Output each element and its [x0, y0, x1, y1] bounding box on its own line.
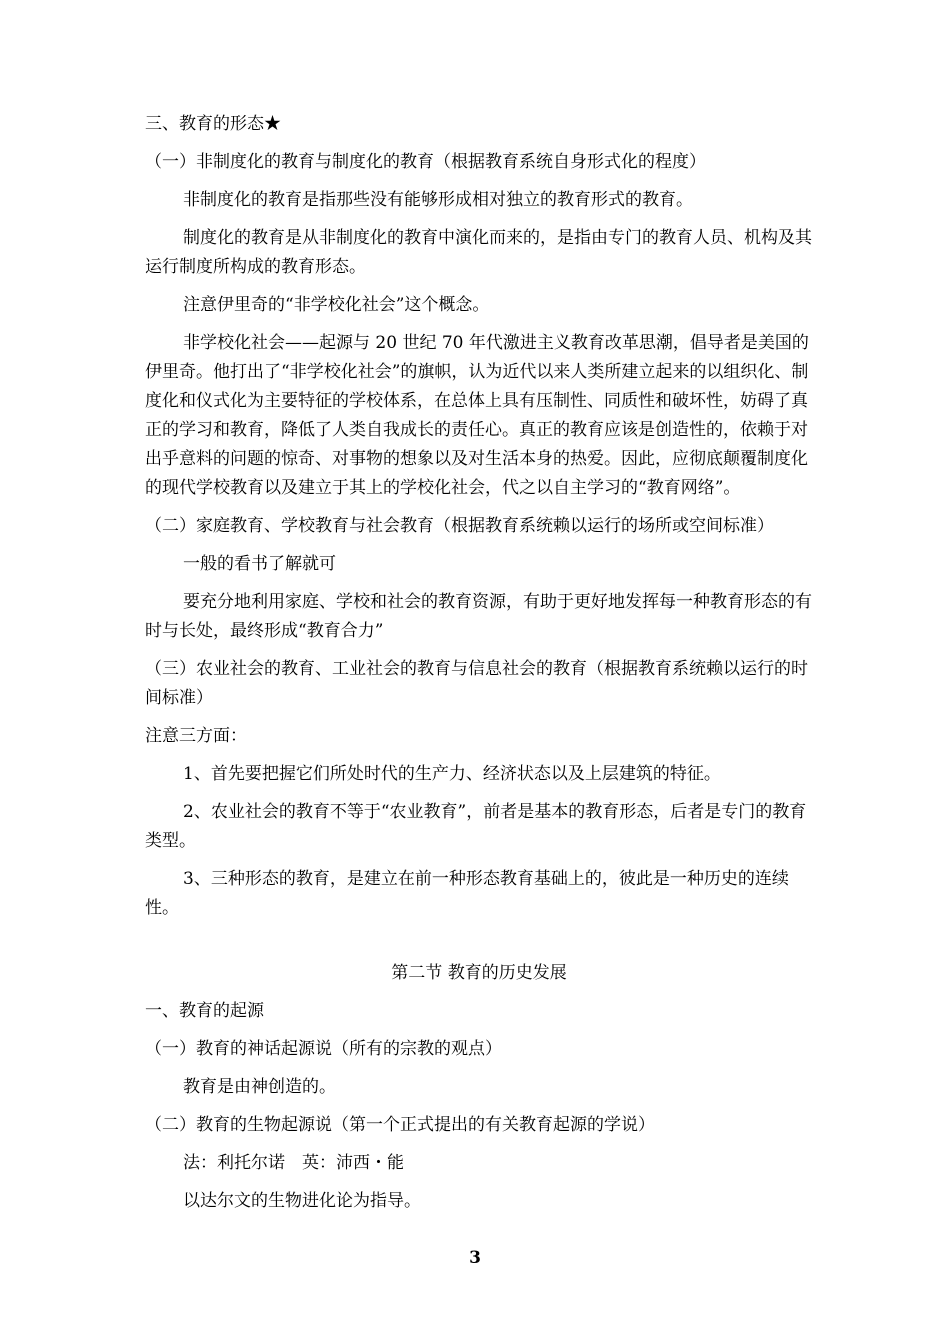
subsection-heading: （一）教育的神话起源说（所有的宗教的观点）: [145, 1039, 502, 1059]
page-content: [145, 110, 813, 1216]
note-label: 注意三方面：: [145, 726, 247, 746]
paragraph: 注意伊里奇的“非学校化社会”这个概念。: [183, 295, 490, 315]
paragraph: 要充分地利用家庭、学校和社会的教育资源，有助于更好地发挥每一种教育形态的有时与长处，最终形成“教育合力”: [145, 592, 812, 641]
subsection-heading: （二）家庭教育、学校教育与社会教育（根据教育系统赖以运行的场所或空间标准）: [145, 516, 774, 536]
chapter-section-title: 第二节 教育的历史发展: [391, 963, 567, 983]
list-item: 1、首先要把握它们所处时代的生产力、经济状态以及上层建筑的特征。: [183, 764, 721, 784]
section-heading: 一、教育的起源: [145, 1001, 264, 1021]
subsection-heading: （一）非制度化的教育与制度化的教育（根据教育系统自身形式化的程度）: [145, 152, 706, 172]
paragraph: 法：利托尔诺 英：沛西・能: [183, 1153, 404, 1173]
paragraph: 非制度化的教育是指那些没有能够形成相对独立的教育形式的教育。: [183, 190, 693, 210]
paragraph: 制度化的教育是从非制度化的教育中演化而来的，是指由专门的教育人员、机构及其运行制度所构成的教育形态。: [145, 228, 812, 277]
list-item: 2、农业社会的教育不等于“农业教育”，前者是基本的教育形态，后者是专门的教育类型。: [145, 802, 807, 851]
section-heading: 三、教育的形态★: [145, 114, 281, 134]
paragraph: 非学校化社会——起源与 20 世纪 70 年代激进主义教育改革思潮，倡导者是美国的伊里奇。他打出了“非学校化社会”的旗帜，认为近代以来人类所建立起来的以组织化、制度化和仪式化为主要特征的学校体系，在总体上具有压制性、同质性和破坏性，妨碍了真正的学习和教育，降低了人类自我成长的责任心。真正的教育应该是创造性的，依赖于对出乎意料的问题的惊奇、对事物的想象以及对生活本身的热爱。因此，应彻底颠覆制度化的现代学校教育以及建立于其上的学校化社会，代之以自主学习的“教育网络”。: [145, 333, 809, 498]
subsection-heading: （三）农业社会的教育、工业社会的教育与信息社会的教育（根据教育系统赖以运行的时间标准）: [145, 659, 808, 708]
paragraph: 以达尔文的生物进化论为指导。: [183, 1191, 421, 1211]
list-item: 3、三种形态的教育，是建立在前一种形态教育基础上的，彼此是一种历史的连续性。: [145, 869, 789, 918]
page-number: 3: [469, 1248, 481, 1268]
paragraph: 教育是由神创造的。: [183, 1077, 336, 1097]
subsection-heading: （二）教育的生物起源说（第一个正式提出的有关教育起源的学说）: [145, 1115, 655, 1135]
paragraph: 一般的看书了解就可: [183, 554, 336, 574]
